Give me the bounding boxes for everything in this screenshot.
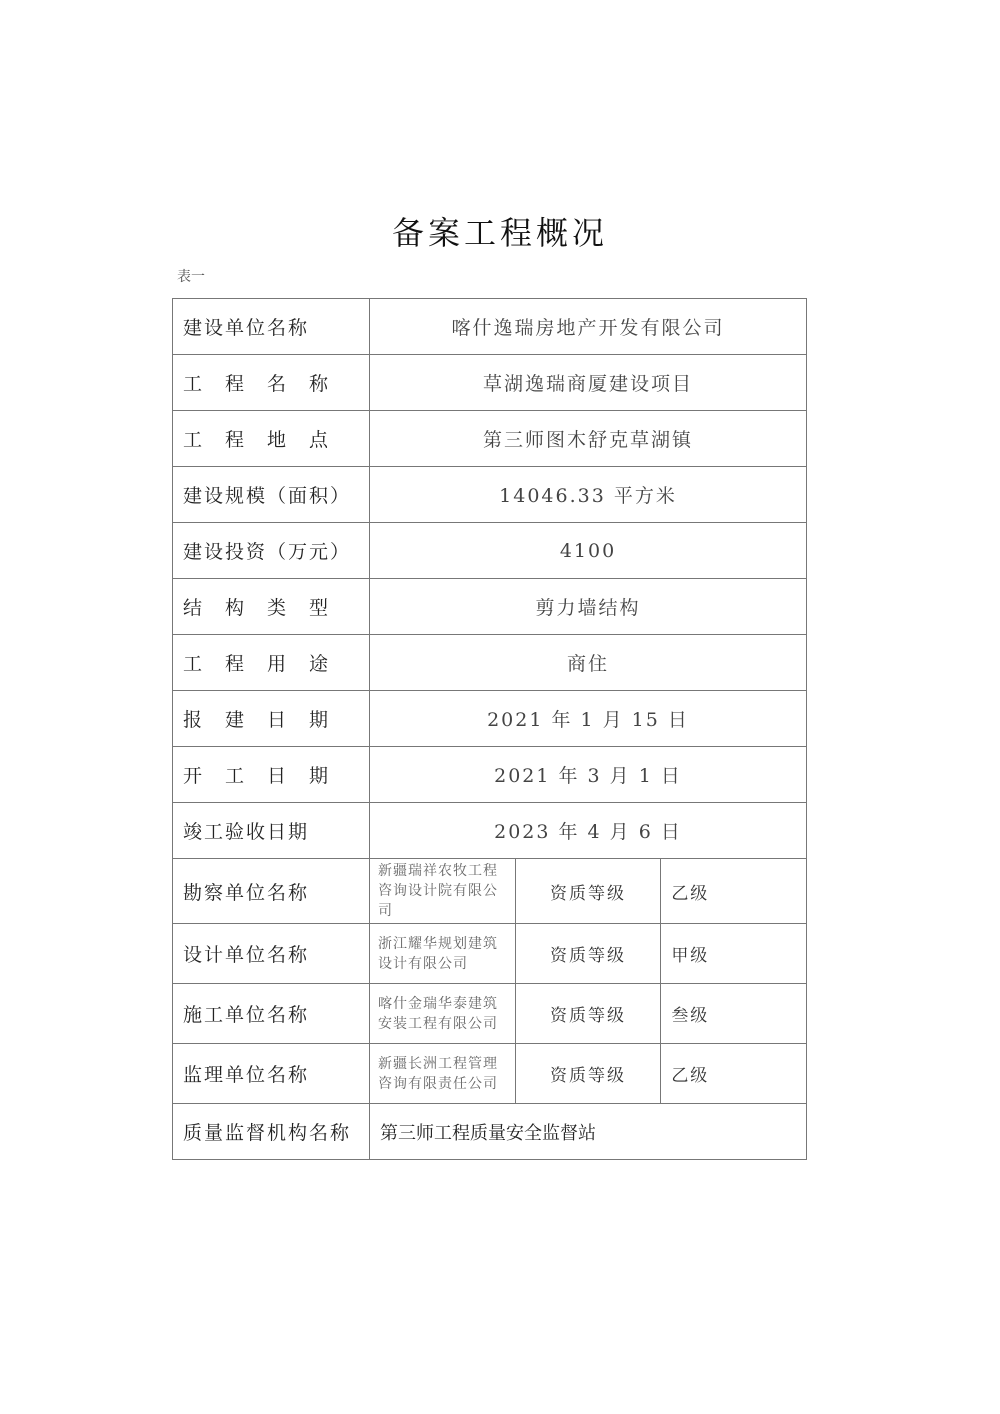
qualification-value: 叁级 (661, 984, 807, 1044)
row-value: 4100 (370, 523, 807, 579)
row-value: 商住 (370, 635, 807, 691)
table-row (173, 803, 807, 859)
row-label: 建设投资（万元） (173, 523, 370, 579)
table-row (173, 299, 807, 355)
row-value: 2021 年 1 月 15 日 (370, 691, 807, 747)
table-row (173, 523, 807, 579)
document-title: 备案工程概况 (391, 214, 608, 252)
qualification-value: 乙级 (661, 1044, 807, 1104)
row-value: 2023 年 4 月 6 日 (370, 803, 807, 859)
unit-name: 喀什金瑞华泰建筑安装工程有限公司 (370, 984, 516, 1044)
table-row (173, 747, 807, 803)
qualification-label: 资质等级 (515, 924, 661, 984)
unit-name: 新疆长洲工程管理咨询有限责任公司 (370, 1044, 516, 1104)
unit-row-label: 设计单位名称 (173, 924, 370, 984)
qualification-label: 资质等级 (515, 984, 661, 1044)
unit-row (173, 924, 807, 984)
row-label: 工 程 地 点 (173, 411, 370, 467)
row-label: 建设单位名称 (173, 299, 370, 355)
row-label: 开 工 日 期 (173, 747, 370, 803)
row-label: 竣工验收日期 (173, 803, 370, 859)
row-value: 剪力墙结构 (370, 579, 807, 635)
row-value: 14046.33 平方米 (370, 467, 807, 523)
table-row (173, 467, 807, 523)
table-row (173, 411, 807, 467)
unit-row-label: 施工单位名称 (173, 984, 370, 1044)
row-value: 2021 年 3 月 1 日 (370, 747, 807, 803)
qualification-value: 乙级 (661, 859, 807, 924)
qualification-label: 资质等级 (515, 859, 661, 924)
supervision-value: 第三师工程质量安全监督站 (370, 1104, 807, 1160)
unit-row-label: 监理单位名称 (173, 1044, 370, 1104)
supervision-row (173, 1104, 807, 1160)
row-value: 草湖逸瑞商厦建设项目 (370, 355, 807, 411)
unit-row (173, 984, 807, 1044)
supervision-label: 质量监督机构名称 (173, 1104, 370, 1160)
table-row (173, 579, 807, 635)
row-label: 工 程 名 称 (173, 355, 370, 411)
unit-row-label: 勘察单位名称 (173, 859, 370, 924)
unit-row (173, 859, 807, 924)
project-record-table (172, 298, 807, 1160)
table-row (173, 635, 807, 691)
table-row (173, 355, 807, 411)
unit-row (173, 1044, 807, 1104)
row-label: 结 构 类 型 (173, 579, 370, 635)
row-label: 报 建 日 期 (173, 691, 370, 747)
row-label: 工 程 用 途 (173, 635, 370, 691)
table-row (173, 691, 807, 747)
qualification-value: 甲级 (661, 924, 807, 984)
row-value: 喀什逸瑞房地产开发有限公司 (370, 299, 807, 355)
row-value: 第三师图木舒克草湖镇 (370, 411, 807, 467)
unit-name: 浙江耀华规划建筑设计有限公司 (370, 924, 516, 984)
table-label: 表一 (177, 269, 205, 285)
row-label: 建设规模（面积） (173, 467, 370, 523)
unit-name: 新疆瑞祥农牧工程咨询设计院有限公司 (370, 859, 516, 924)
qualification-label: 资质等级 (515, 1044, 661, 1104)
